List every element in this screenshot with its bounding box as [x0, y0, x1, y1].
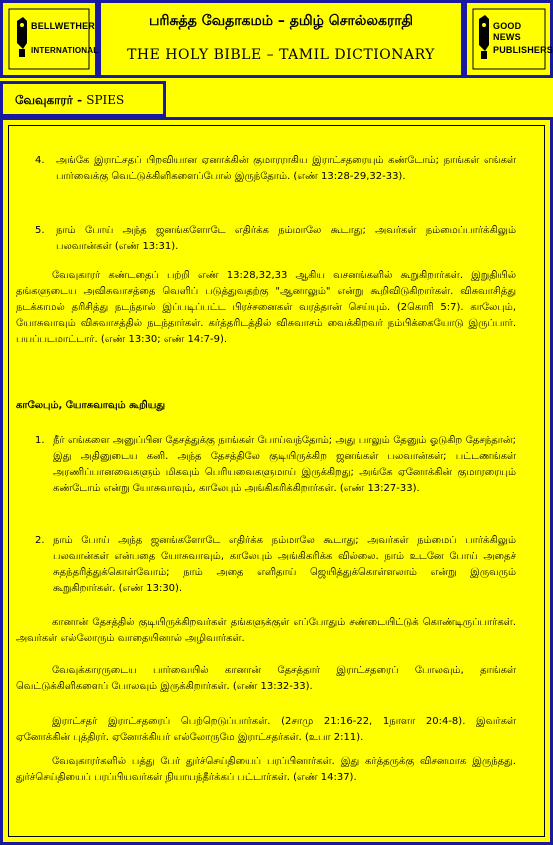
- subheading: காலேபும், யோசுவாவும் கூறியது: [16, 400, 165, 411]
- left-logo-line2: INTERNATIONAL: [31, 46, 99, 55]
- title-box: [98, 0, 464, 78]
- paragraph: வேவுகாரர் கண்டதைப் பற்றி எண் 13:28,32,33 ஆகிய வசனங்களில் கூறுகிறார்கள். இறுதியில் தங்களுடைய அவிசுவாசத்தை வெளிப் படுத்துவதற்கு "ஆனாலும்" என்று கூறிவிடுகிறார்கள். விசுவாசித்து நடக்காமல் தரிசித்து நடந்தால் இப்படிப்பட்ட பிரச்சனைகள் வரத்தான் செய்யும். (2கொரி 5:7). காலேபும், யோசுவாவும் விசுவாசத்தில் நடந்தார்கள். கர்த்தரிடத்தில் விசுவாசம் வைக்கிறவர் நம்பிக்கையோடு இருப்பார். பயப்படமாட்டார். (எண் 13:30; எண் 14:7-9).: [16, 270, 516, 345]
- left-logo-line1: BELLWETHER: [31, 21, 95, 31]
- section-title-english: SPIES: [86, 93, 125, 107]
- page-title-english: THE HOLY BIBLE – TAMIL DICTIONARY: [127, 47, 435, 63]
- list-item-number: 5.: [35, 225, 45, 236]
- section-title-tamil: வேவுகாரர்: [15, 93, 73, 107]
- list-item-number: 2.: [35, 535, 45, 546]
- right-logo-line1: GOOD NEWS: [493, 21, 522, 42]
- list-item-number: 4.: [35, 155, 45, 166]
- section-title-separator: -: [72, 93, 87, 107]
- paragraph: கானான் தேசத்தில் குடியிருக்கிறவர்கள் தங்களுக்குள் எப்போதும் சண்டையிட்டுக் கொண்டிருப்பார்கள். அவர்கள் எல்லோரும் வாதையினால் அழிவார்கள்.: [16, 617, 516, 644]
- paragraph: வேவுகாரர்களில் பத்து பேர் துர்ச்செய்தியைப் பரப்பினார்கள். இது கர்த்தருக்கு விசனமாக இருந்தது. துர்ச்செய்தியைப் பரப்பியவர்கள் நியாயந்தீர்க்கப் பட்டார்கள். (எண் 14:37).: [16, 756, 516, 783]
- section-title: [15, 93, 124, 109]
- section-title-box: [0, 81, 166, 117]
- list-item: அங்கே இராட்சதப் பிறவியான ஏனாக்கின் குமாரராகிய இராட்சதரையும் கண்டோம்; நாங்கள் எங்கள் பார்வைக்கு வெட்டுக்கிளிகளைப்போல் இருந்தோம். (எண் 13:28-29,32-33).: [56, 155, 516, 182]
- page-title-tamil: பரிசுத்த வேதாகமம் – தமிழ் சொல்லகராதி: [149, 13, 413, 29]
- bellwether-logo-box: [0, 0, 98, 78]
- good-news-logo-box: [464, 0, 553, 78]
- list-item: நாம் போய் அந்த ஜனங்களோடே எதிர்க்க நம்மாலே கூடாது; அவர்கள் நம்மைப்பார்க்கிலும் பலவான்கள் (எண் 13:31).: [56, 225, 516, 252]
- right-logo-line2: PUBLISHERS: [493, 45, 553, 55]
- list-item: நீர் எங்களை அனுப்பின தேசத்துக்கு நாங்கள் போய்வந்தோம்; அது பாலும் தேனும் ஓடுகிற தேசந்தான்; இது அதினுடைய கனி. அந்த தேசத்திலே குடியிருக்கிற ஜனங்கள் பலவான்கள்; பட்டணங்கள் அரணிப்பானவைகளும் மிகவும் பெரியவைகளுமாய் இருக்கிறது; அங்கே ஏனோக்கின் குமாரரையும் கண்டோம் என்று யோசுவாவும், காலேபும் அங்கிகரிக்கிறார்கள். (எண் 13:27-33).: [53, 435, 516, 494]
- paragraph: இராட்சதர் இராட்சதரைப் பெற்றெடுப்பார்கள். (2சாமு 21:16-22, 1நாளா 20:4-8). இவர்கள் ஏனோக்கின் புத்திரர். ஏனோக்கியர் எல்லோருமே இராட்சதர்கள். (உபா 2:11).: [16, 716, 516, 743]
- bellwether-logo-icon: [3, 3, 95, 75]
- list-item: நாம் போய் அந்த ஜனங்களோடே எதிர்க்க நம்மாலே கூடாது; அவர்கள் நம்மைப் பார்க்கிலும் பலவான்கள் என்பதை யோசுவாவும், காலேபும் அங்கிகரிக்க வில்லை. நாம் உடனே போய் அதைச் சுதந்தரித்துக்கொள்வோம்; நாம் அதை எளிதாய் ஜெயித்துக்கொள்ளலாம் என்று இருவரும் கூறுகிறார்கள். (எண் 13:30).: [53, 535, 516, 594]
- paragraph: வேவுக்காரருடைய பார்வையில் கானான் தேசத்தார் இராட்சதரைப் போலவும், தாங்கள் வெட்டுக்கிளிகளைப் போலவும் இருக்கிறார்கள். (எண் 13:32-33).: [16, 665, 516, 692]
- list-item-number: 1.: [35, 435, 45, 446]
- content-box: [0, 117, 553, 845]
